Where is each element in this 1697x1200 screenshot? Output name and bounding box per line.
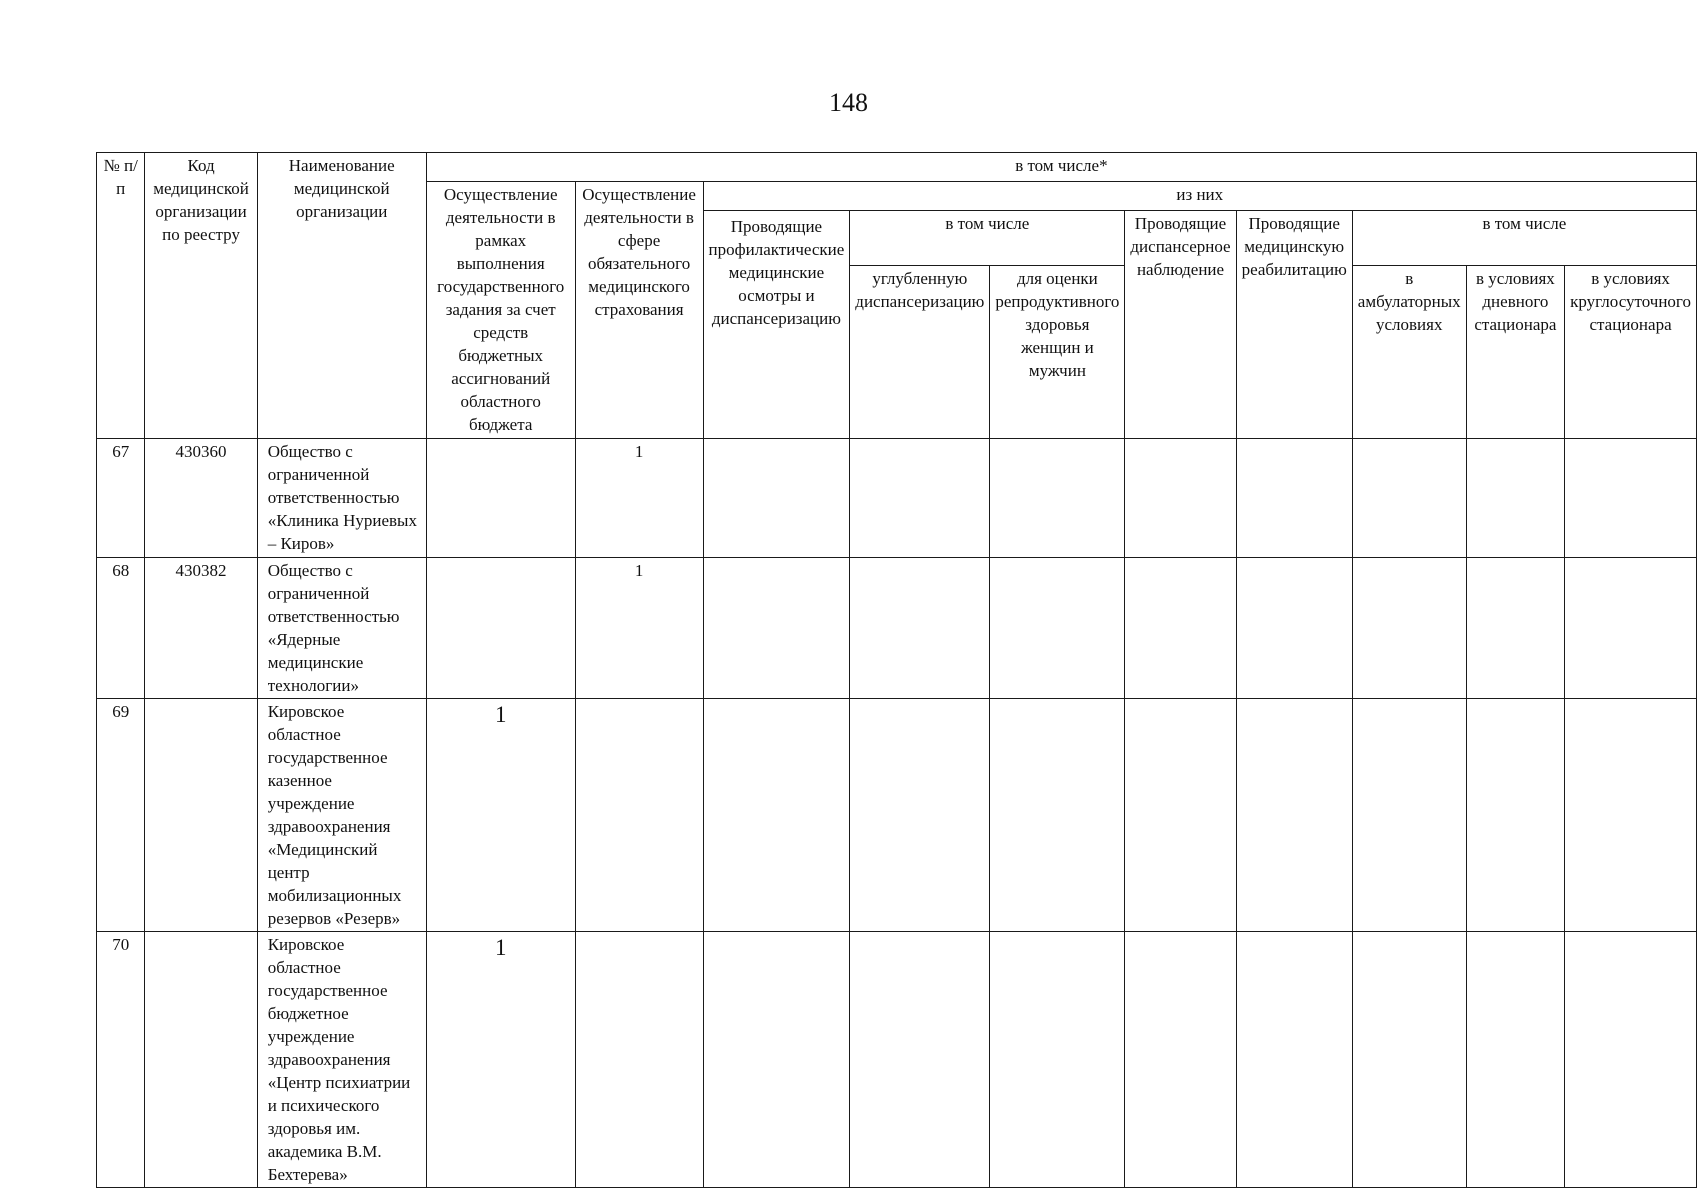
- empty-cell: [1236, 558, 1352, 699]
- empty-cell: [703, 932, 850, 1188]
- header-prof-including: в том числе: [850, 211, 1125, 266]
- header-round: в условиях круглосуточного стационара: [1565, 266, 1697, 439]
- empty-cell: [1125, 699, 1236, 932]
- empty-cell: [990, 932, 1125, 1188]
- page-number: 148: [829, 88, 868, 117]
- empty-cell: [1352, 932, 1466, 1188]
- table-row: [97, 439, 1697, 558]
- header-name: Наименование медицинской организации: [257, 153, 426, 439]
- header-ambul: в амбулаторных условиях: [1352, 266, 1466, 439]
- empty-cell: [990, 558, 1125, 699]
- empty-cell: [1466, 439, 1564, 558]
- table-row: [97, 558, 1697, 699]
- empty-cell: [703, 558, 850, 699]
- empty-cell: [1352, 699, 1466, 932]
- empty-cell: [1125, 558, 1236, 699]
- empty-cell: [1236, 699, 1352, 932]
- row-oms: [575, 699, 703, 932]
- row-oms: [575, 932, 703, 1188]
- row-num: 69: [97, 699, 145, 932]
- row-name: Общество с ограниченной ответственностью «Ядерные медицинские технологии»: [257, 558, 426, 699]
- empty-cell: [1466, 558, 1564, 699]
- row-oms: 1: [575, 558, 703, 699]
- empty-cell: [1236, 932, 1352, 1188]
- row-budget: 1: [426, 932, 575, 1188]
- empty-cell: [1565, 699, 1697, 932]
- header-oms: Осуществление деятельности в сфере обязательного медицинского страхования: [575, 182, 703, 439]
- empty-cell: [1125, 932, 1236, 1188]
- empty-cell: [850, 558, 990, 699]
- row-budget: 1: [426, 699, 575, 932]
- header-day: в условиях дневного стационара: [1466, 266, 1564, 439]
- row-num: 70: [97, 932, 145, 1188]
- empty-cell: [1125, 439, 1236, 558]
- row-name: Общество с ограниченной ответственностью «Клиника Нуриевых – Киров»: [257, 439, 426, 558]
- empty-cell: [703, 699, 850, 932]
- empty-cell: [1236, 439, 1352, 558]
- empty-cell: [1466, 699, 1564, 932]
- header-prof: Проводящие профилактические медицинские осмотры и диспансеризацию: [703, 211, 850, 439]
- row-budget: [426, 439, 575, 558]
- empty-cell: [1565, 439, 1697, 558]
- header-code: Код медицинской организации по реестру: [145, 153, 257, 439]
- row-name: Кировское областное государственное казенное учреждение здравоохранения «Медицинский центр мобилизационных резервов «Резерв»: [257, 699, 426, 932]
- row-name: Кировское областное государственное бюджетное учреждение здравоохранения «Центр психиатрии и психического здоровья им. академика В.М. Бехтерева»: [257, 932, 426, 1188]
- header-num: № п/п: [97, 153, 145, 439]
- row-budget: [426, 558, 575, 699]
- header-rehab: Проводящие медицинскую реабилитацию: [1236, 211, 1352, 439]
- row-code: 430382: [145, 558, 257, 699]
- table-row: [97, 932, 1697, 1188]
- empty-cell: [850, 439, 990, 558]
- row-code: 430360: [145, 439, 257, 558]
- empty-cell: [1565, 932, 1697, 1188]
- table-row: [97, 699, 1697, 932]
- header-including: в том числе*: [426, 153, 1696, 182]
- empty-cell: [1352, 558, 1466, 699]
- row-num: 67: [97, 439, 145, 558]
- empty-cell: [703, 439, 850, 558]
- empty-cell: [1466, 932, 1564, 1188]
- row-num: 68: [97, 558, 145, 699]
- empty-cell: [1565, 558, 1697, 699]
- header-repro: для оценки репродуктивного здоровья женщин и мужчин: [990, 266, 1125, 439]
- header-deep: углубленную диспансеризацию: [850, 266, 990, 439]
- medical-organizations-table: [96, 152, 1697, 1188]
- empty-cell: [1352, 439, 1466, 558]
- row-oms: 1: [575, 439, 703, 558]
- header-budget: Осуществление деятельности в рамках выполнения государственного задания за счет средств бюджетных ассигнований областного бюджета: [426, 182, 575, 439]
- empty-cell: [990, 439, 1125, 558]
- header-disp: Проводящие диспансерное наблюдение: [1125, 211, 1236, 439]
- row-code: [145, 699, 257, 932]
- row-code: [145, 932, 257, 1188]
- empty-cell: [850, 932, 990, 1188]
- empty-cell: [850, 699, 990, 932]
- header-rehab-including: в том числе: [1352, 211, 1696, 266]
- empty-cell: [990, 699, 1125, 932]
- header-of-them: из них: [703, 182, 1696, 211]
